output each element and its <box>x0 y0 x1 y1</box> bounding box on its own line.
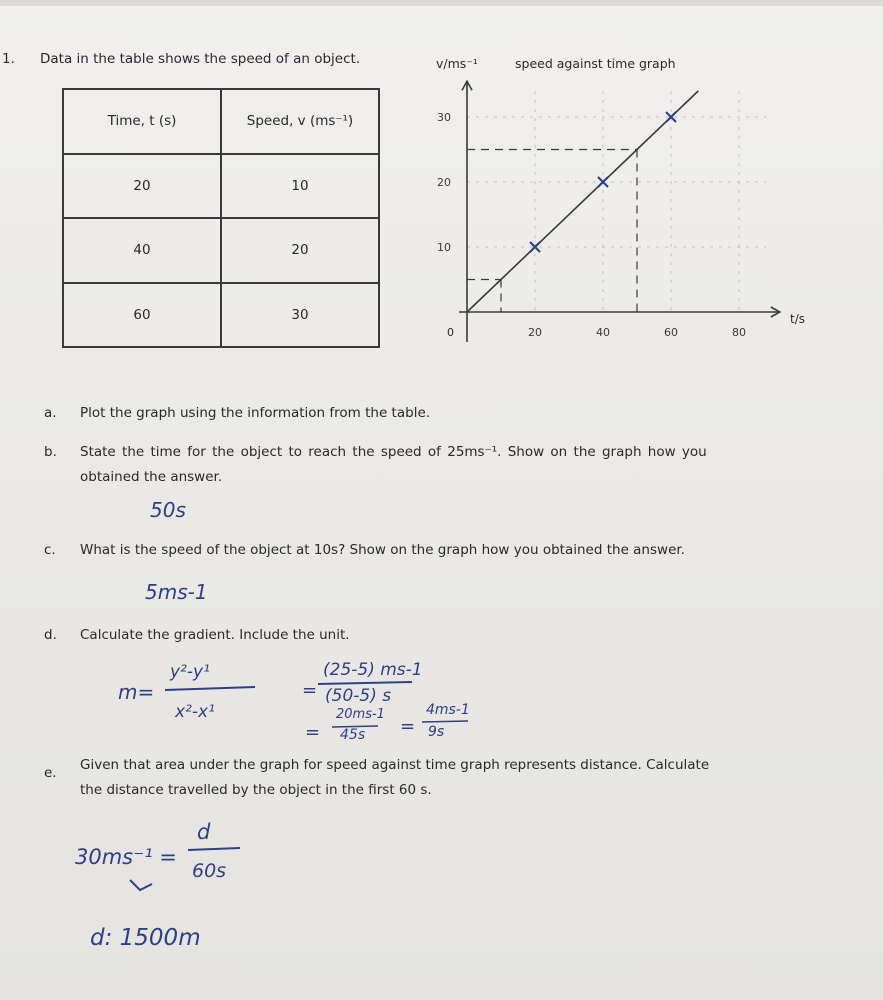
graph-plot-line <box>467 91 698 312</box>
part-e-text-line2: the distance travelled by the object in the first 60 s. <box>80 782 432 798</box>
speed-time-graph <box>0 0 883 380</box>
best-fit-line <box>467 91 698 312</box>
y-tick-label: 10 <box>437 241 451 254</box>
graph-axes <box>459 81 780 342</box>
hw-e-denominator: 60s <box>192 860 227 882</box>
table-header-time: Time, t (s) <box>63 89 221 154</box>
hw-equals-3: = <box>400 716 416 737</box>
hw-fraction1-numerator: (25-5) ms-1 <box>323 660 423 680</box>
question-number: 1. <box>2 51 15 67</box>
part-c-label: c. <box>44 542 56 558</box>
x-tick-label: 60 <box>664 326 678 339</box>
table-cell: 30 <box>221 283 379 348</box>
part-c-answer: 5ms-1 <box>145 580 208 604</box>
x-tick-label: 80 <box>732 326 746 339</box>
hw-fraction-bar <box>318 682 412 684</box>
table-cell: 20 <box>221 218 379 283</box>
part-a-label: a. <box>44 405 57 421</box>
part-e-text-line1: Given that area under the graph for speed against time graph represents distance. Calculate <box>80 757 710 773</box>
hw-fraction1-denominator: (50-5) s <box>325 686 392 706</box>
table-cell: 40 <box>63 218 221 283</box>
hw-m-equals: m= <box>118 680 155 704</box>
part-b-answer: 50s <box>150 498 186 522</box>
hw-gradient-denominator: x²-x¹ <box>175 702 215 722</box>
table-header-speed: Speed, v (ms⁻¹) <box>221 89 379 154</box>
hw-equals-1: = <box>302 680 318 701</box>
graph-tick-labels <box>437 111 746 339</box>
part-d-label: d. <box>44 627 57 643</box>
hw-fraction-bar <box>422 721 468 722</box>
part-b-text-line1: State the time for the object to reach the speed of 25ms⁻¹. Show on the graph how you <box>80 444 707 460</box>
part-b-text-line2: obtained the answer. <box>80 469 223 485</box>
y-tick-label: 30 <box>437 111 451 124</box>
hw-gradient-numerator: y²-y¹ <box>170 662 210 682</box>
hw-equals-2: = <box>305 722 321 743</box>
table-cell: 60 <box>63 283 221 348</box>
part-e-label: e. <box>44 765 57 781</box>
hw-fraction-bar <box>165 687 255 690</box>
x-tick-label: 40 <box>596 326 610 339</box>
part-b-label: b. <box>44 444 57 460</box>
table-cell: 20 <box>63 154 221 219</box>
y-tick-label: 20 <box>437 176 451 189</box>
hw-e-result: d: 1500m <box>90 925 201 951</box>
graph-origin-label: 0 <box>447 326 454 339</box>
hw-fraction3-numerator: 4ms-1 <box>426 702 470 718</box>
graph-x-label: t/s <box>790 312 805 326</box>
graph-y-label: v/ms⁻¹ <box>436 56 478 71</box>
hw-e-lhs: 30ms⁻¹ = <box>75 845 177 869</box>
part-c-text: What is the speed of the object at 10s? Show on the graph how you obtained the answer. <box>80 542 685 558</box>
graph-gridlines <box>467 91 766 312</box>
hw-fraction2-denominator: 45s <box>340 727 366 743</box>
hw-caret-mark <box>130 880 152 890</box>
table-cell: 10 <box>221 154 379 219</box>
hw-fraction3-denominator: 9s <box>428 724 445 740</box>
hw-fraction2-numerator: 20ms-1 <box>336 707 385 722</box>
part-d-text: Calculate the gradient. Include the unit. <box>80 627 350 643</box>
hw-e-numerator: d <box>197 820 211 844</box>
hw-fraction-bar <box>188 848 240 850</box>
x-tick-label: 20 <box>528 326 542 339</box>
graph-title: speed against time graph <box>515 56 676 71</box>
question-intro: Data in the table shows the speed of an object. <box>40 51 361 67</box>
part-a-text: Plot the graph using the information from the table. <box>80 405 431 421</box>
